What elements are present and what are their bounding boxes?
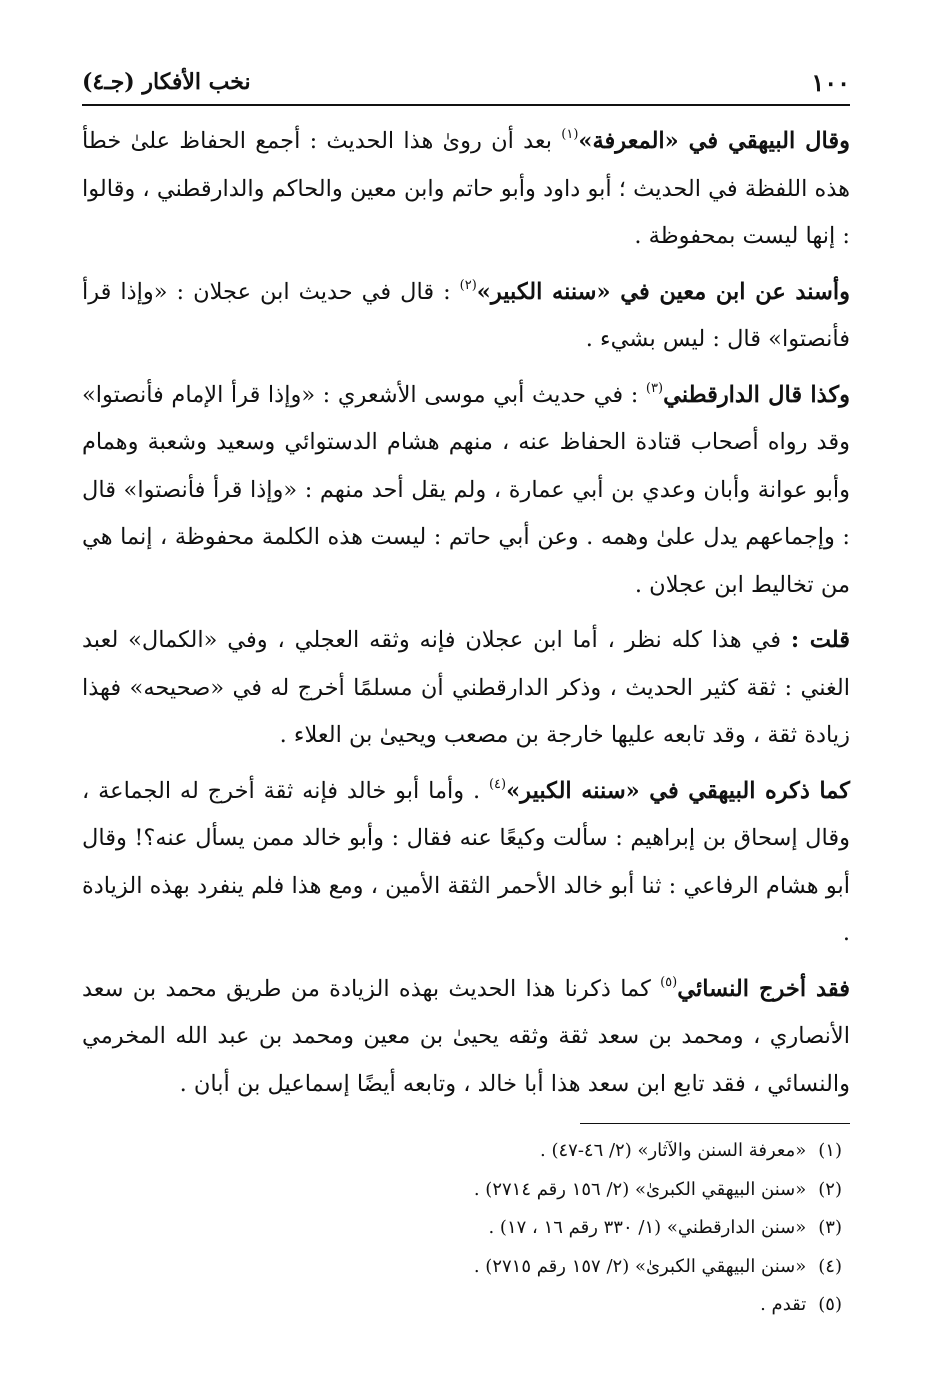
- book-title: نخب الأفكار (جـ٤): [82, 69, 251, 95]
- paragraph-text: : في حديث أبي موسى الأشعري : «وإذا قرأ الإمام فأنصتوا» وقد رواه أصحاب قتادة الحفاظ عنه ، منهم هشام الدستوائي وسعيد وشعبة وهمام وأبو عوانة وأبان وعدي بن أبي عمارة ، ولم يقل أحد منهم : «وإذا قرأ فأنصتوا» قال : وإجماعهم يدل علىٰ وهمه . وعن أبي حاتم : ليست هذه الكلمة محفوظة ، إنما هي من تخاليط ابن عجلان .: [82, 381, 850, 598]
- footnote-marker: (٣): [645, 380, 664, 396]
- footnote-divider: [580, 1123, 850, 1124]
- paragraph-lead: وأسند عن ابن معين في «سننه الكبير»: [476, 278, 850, 305]
- footnote-number: (٥): [818, 1294, 842, 1315]
- paragraph: [82, 966, 850, 1109]
- footnote-number: (٢): [818, 1178, 842, 1200]
- paragraph-lead: كما ذكره البيهقي في «سننه الكبير»: [506, 777, 851, 804]
- page-number: ١٠٠: [811, 67, 850, 97]
- paragraph: [82, 768, 850, 958]
- paragraph: [82, 269, 850, 364]
- paragraph-lead: فقد أخرج النسائي: [677, 975, 850, 1002]
- footnote-text: تقدم .: [760, 1294, 807, 1315]
- footnote: [82, 1209, 842, 1248]
- footnote-number: (٤): [818, 1255, 842, 1277]
- footnote-text: «سنن البيهقي الكبرىٰ» (٢/ ١٥٧ رقم ٢٧١٥) .: [473, 1255, 807, 1277]
- footnote: [82, 1286, 842, 1325]
- paragraph-text: بعد أن روىٰ هذا الحديث : أجمع الحفاظ علىٰ خطأ هذه اللفظة في الحديث ؛ أبو داود وأبو حاتم وابن معين والحاكم والدارقطني ، وقالوا : إنها ليست بمحفوظة .: [82, 128, 850, 249]
- footnote-marker: (٢): [459, 277, 477, 293]
- paragraph: [82, 372, 850, 610]
- paragraph-text: كما ذكرنا هذا الحديث بهذه الزيادة من طريق محمد بن سعد الأنصاري ، ومحمد بن سعد ثقة وثقه يحيىٰ بن معين ومحمد بن عبد الله المخرمي والنسائي ، فقد تابع ابن سعد هذا أبا خالد ، وتابعه أيضًا إسماعيل بن أبان .: [82, 975, 850, 1097]
- footnote: [82, 1132, 842, 1171]
- paragraph: [82, 118, 850, 261]
- paragraph-lead: وكذا قال الدارقطني: [663, 381, 850, 408]
- paragraph-lead: وقال البيهقي في «المعرفة»: [578, 128, 850, 154]
- footnote-text: «سنن الدارقطني» (١/ ٣٣٠ رقم ١٦ ، ١٧) .: [488, 1217, 807, 1238]
- paragraph-text: . وأما أبو خالد فإنه ثقة أخرج له الجماعة ، وقال إسحاق بن إبراهيم : سألت وكيعًا عنه فقال : وأبو خالد ممن يسأل عنه؟! وقال أبو هشام الرفاعي : ثنا أبو خالد الأحمر الثقة الأمين ، ومع هذا فلم ينفرد بهذه الزيادة .: [82, 777, 850, 946]
- paragraph-lead: قلت :: [790, 627, 851, 653]
- footnote: [82, 1248, 842, 1287]
- footnote: [82, 1171, 842, 1210]
- paragraph-text: في هذا كله نظر ، أما ابن عجلان فإنه وثقه العجلي ، وفي «الكمال» لعبد الغني : ثقة كثير الحديث ، وذكر الدارقطني أن مسلمًا أخرج له في «صحيحه» فهذا زيادة ثقة ، وقد تابعه عليها خارجة بن مصعب ويحيىٰ بن العلاء .: [82, 627, 850, 748]
- footnote-text: «معرفة السنن والآثار» (٢/ ٤٦-٤٧) .: [540, 1140, 807, 1161]
- main-text: [82, 118, 850, 1116]
- footnotes: [82, 1132, 842, 1325]
- page-header: [82, 60, 850, 106]
- footnote-number: (٣): [818, 1217, 842, 1238]
- footnote-number: (١): [818, 1140, 842, 1161]
- footnote-marker: (٥): [660, 974, 678, 990]
- footnote-marker: (١): [561, 127, 579, 142]
- paragraph: [82, 617, 850, 760]
- footnote-marker: (٤): [488, 776, 507, 792]
- footnote-text: «سنن البيهقي الكبرىٰ» (٢/ ١٥٦ رقم ٢٧١٤) .: [473, 1178, 807, 1200]
- paragraph-text: : قال في حديث ابن عجلان : «وإذا قرأ فأنصتوا» قال : ليس بشيء .: [82, 278, 850, 352]
